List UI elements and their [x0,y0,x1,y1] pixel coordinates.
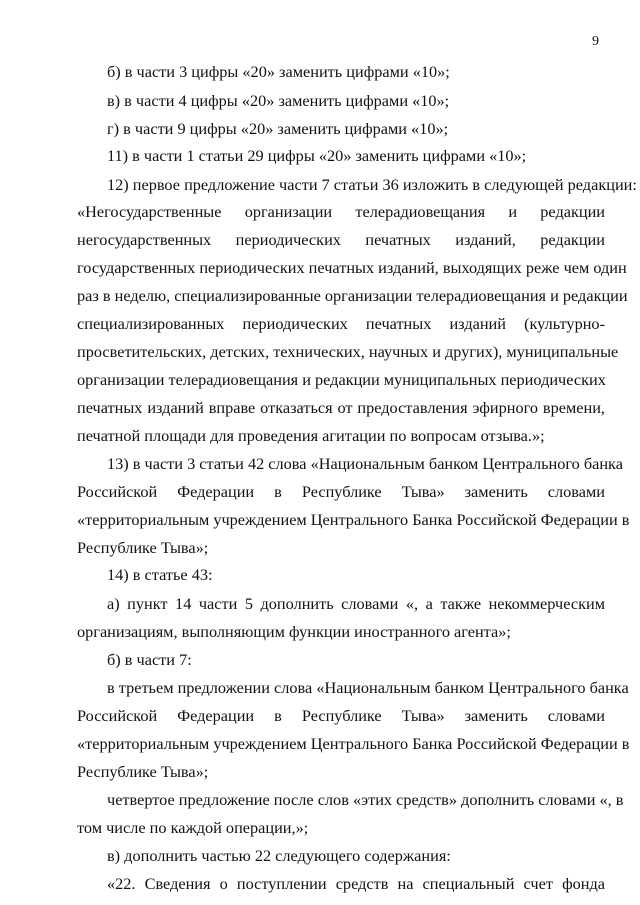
text-line: «территориальным учреждением Центрального Банка Российской Федерации в [77,734,630,753]
text-line: просветительских, детских, технических, научных и других), муниципальные [77,342,619,361]
text-line: 12) первое предложение части 7 статьи 36 изложить в следующей редакции: [107,175,637,194]
text-line: 13) в части 3 статьи 42 слова «Национальным банком Центрального банка [107,454,623,473]
text-line: в) дополнить частью 22 следующего содержания: [107,846,451,865]
text-line: 11) в части 1 статьи 29 цифры «20» заменить цифрами «10»; [107,146,527,165]
text-line: государственных периодических печатных изданий, выходящих реже чем один [77,258,627,277]
text-line: в) в части 4 цифры «20» заменить цифрами «10»; [107,91,450,110]
text-line: а) пункт 14 части 5 дополнить словами «, а также некоммерческим [107,594,605,613]
text-line: Российской Федерации в Республике Тыва» заменить словами [77,482,605,501]
text-line: негосударственных периодических печатных изданий, редакции [77,230,605,249]
text-line: б) в части 7: [107,650,192,669]
text-line: Российской Федерации в Республике Тыва» заменить словами [77,706,605,725]
text-line: четвертое предложение после слов «этих средств» дополнить словами «, в [107,790,624,809]
text-line: б) в части 3 цифры «20» заменить цифрами «10»; [107,62,450,81]
text-line: специализированных периодических печатных изданий (культурно- [77,314,605,333]
text-line: организациям, выполняющим функции иностранного агента»; [77,622,511,641]
text-line: «территориальным учреждением Центрального Банка Российской Федерации в [77,510,630,529]
text-line: г) в части 9 цифры «20» заменить цифрами «10»; [107,119,449,138]
text-line: Республике Тыва»; [77,762,209,781]
text-line: раз в неделю, специализированные организации телерадиовещания и редакции [77,286,628,305]
page-number: 9 [592,34,599,49]
text-line: в третьем предложении слова «Национальным банком Центрального банка [107,678,629,697]
text-line: печатных изданий вправе отказаться от предоставления эфирного времени, [77,398,605,417]
text-line: «22. Сведения о поступлении средств на специальный счет фонда [107,874,605,893]
text-line: том числе по каждой операции,»; [77,818,309,837]
text-line: Республике Тыва»; [77,538,209,557]
text-line: 14) в статье 43: [107,565,213,584]
text-line: «Негосударственные организации телерадиовещания и редакции [77,202,605,221]
text-line: печатной площади для проведения агитации по вопросам отзыва.»; [77,426,545,445]
text-line: организации телерадиовещания и редакции муниципальных периодических [77,370,606,389]
